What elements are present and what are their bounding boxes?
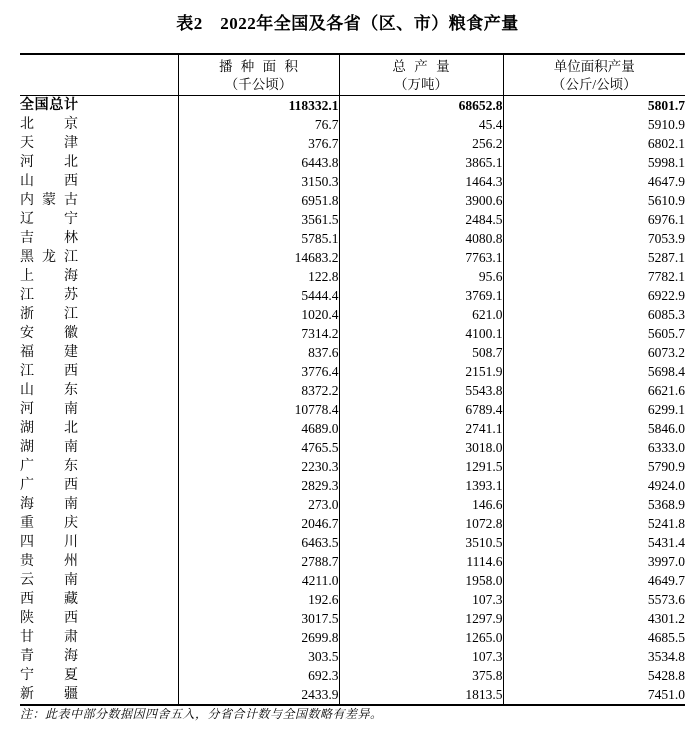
total-output-value: 1297.9 [339, 609, 503, 628]
total-output-value: 68652.8 [339, 96, 503, 116]
region-name: 吉林 [20, 231, 78, 246]
table-row [20, 647, 685, 666]
footnote: 注：此表中部分数据因四舍五入，分省合计数与全国数略有差异。 [20, 707, 383, 721]
table-row [20, 248, 685, 267]
region-cell [20, 210, 178, 229]
table-row [20, 590, 685, 609]
region-name: 海南 [20, 497, 78, 512]
total-output-value: 2484.5 [339, 210, 503, 229]
unit-yield-value: 5573.6 [503, 590, 685, 609]
sown-area-value: 6443.8 [178, 153, 339, 172]
table-row [20, 609, 685, 628]
region-name: 广西 [20, 478, 78, 493]
region-name: 浙江 [20, 307, 78, 322]
region-name: 河北 [20, 155, 78, 170]
sown-area-value: 6951.8 [178, 191, 339, 210]
header-row [20, 54, 685, 96]
region-name: 内蒙古 [20, 193, 78, 208]
sown-area-value: 3561.5 [178, 210, 339, 229]
region-cell [20, 134, 178, 153]
unit-yield-value: 5605.7 [503, 324, 685, 343]
table-row [20, 362, 685, 381]
region-cell [20, 324, 178, 343]
unit-yield-value: 3534.8 [503, 647, 685, 666]
total-output-value: 3769.1 [339, 286, 503, 305]
unit-yield-value: 5610.9 [503, 191, 685, 210]
unit-yield-value: 5910.9 [503, 115, 685, 134]
region-cell [20, 666, 178, 685]
total-output-value: 107.3 [339, 647, 503, 666]
total-output-value: 5543.8 [339, 381, 503, 400]
region-cell [20, 248, 178, 267]
table-title: 表2 2022年全国及各省（区、市）粮食产量 [176, 14, 519, 33]
table-row [20, 457, 685, 476]
sown-area-value: 2046.7 [178, 514, 339, 533]
sown-area-value: 3776.4 [178, 362, 339, 381]
unit-yield-value: 4685.5 [503, 628, 685, 647]
region-name: 北京 [20, 117, 78, 132]
unit-yield-value: 4647.9 [503, 172, 685, 191]
region-name: 全国总计 [20, 98, 78, 113]
region-cell [20, 476, 178, 495]
table-row [20, 400, 685, 419]
sown-area-value: 4211.0 [178, 571, 339, 590]
table-row [20, 210, 685, 229]
unit-yield-value: 6085.3 [503, 305, 685, 324]
total-output-value: 95.6 [339, 267, 503, 286]
unit-yield-value: 5287.1 [503, 248, 685, 267]
unit-yield-value: 7782.1 [503, 267, 685, 286]
table-row [20, 343, 685, 362]
region-cell [20, 647, 178, 666]
region-cell [20, 191, 178, 210]
region-name: 福建 [20, 345, 78, 360]
region-name: 江西 [20, 364, 78, 379]
table-row [20, 115, 685, 134]
region-name: 甘肃 [20, 630, 78, 645]
region-cell [20, 96, 178, 116]
region-cell [20, 381, 178, 400]
table-body [20, 96, 685, 706]
region-name: 青海 [20, 649, 78, 664]
table-row [20, 495, 685, 514]
table-row [20, 438, 685, 457]
region-cell [20, 153, 178, 172]
unit-yield-value: 5846.0 [503, 419, 685, 438]
table-row [20, 476, 685, 495]
total-output-value: 1265.0 [339, 628, 503, 647]
table-header [20, 54, 685, 96]
sown-area-value: 5444.4 [178, 286, 339, 305]
total-output-value: 7763.1 [339, 248, 503, 267]
table-row [20, 96, 685, 116]
sown-area-value: 118332.1 [178, 96, 339, 116]
region-cell [20, 571, 178, 590]
sown-area-value: 2699.8 [178, 628, 339, 647]
table-row [20, 286, 685, 305]
unit-yield-value: 5998.1 [503, 153, 685, 172]
region-cell [20, 343, 178, 362]
total-output-header-unit: （万吨） [394, 77, 448, 92]
region-cell [20, 438, 178, 457]
unit-yield-value: 5698.4 [503, 362, 685, 381]
region-name: 贵州 [20, 554, 78, 569]
table-row [20, 666, 685, 685]
region-name: 湖北 [20, 421, 78, 436]
sown-area-value: 2788.7 [178, 552, 339, 571]
region-name: 陕西 [20, 611, 78, 626]
unit-yield-header-unit: （公斤/公顷） [551, 77, 637, 92]
region-name: 上海 [20, 269, 78, 284]
region-column-header [20, 54, 178, 96]
region-cell [20, 229, 178, 248]
region-cell [20, 685, 178, 705]
region-name: 安徽 [20, 326, 78, 341]
region-cell [20, 514, 178, 533]
region-name: 黑龙江 [20, 250, 78, 265]
total-output-value: 4100.1 [339, 324, 503, 343]
total-output-value: 621.0 [339, 305, 503, 324]
region-cell [20, 552, 178, 571]
sown-area-value: 273.0 [178, 495, 339, 514]
table-row [20, 419, 685, 438]
table-row [20, 628, 685, 647]
sown-area-value: 76.7 [178, 115, 339, 134]
region-cell [20, 419, 178, 438]
total-output-value: 6789.4 [339, 400, 503, 419]
total-output-value: 3018.0 [339, 438, 503, 457]
total-output-value: 1958.0 [339, 571, 503, 590]
unit-yield-value: 6922.9 [503, 286, 685, 305]
total-output-header-label: 总 产 量 [392, 59, 450, 74]
region-cell [20, 362, 178, 381]
sown-area-value: 5785.1 [178, 229, 339, 248]
total-output-column-header [339, 54, 503, 96]
table-row [20, 267, 685, 286]
unit-yield-header-label: 单位面积产量 [553, 59, 635, 74]
unit-yield-value: 5431.4 [503, 533, 685, 552]
sown-area-value: 7314.2 [178, 324, 339, 343]
total-output-value: 375.8 [339, 666, 503, 685]
total-output-value: 2151.9 [339, 362, 503, 381]
sown-area-value: 122.8 [178, 267, 339, 286]
region-cell [20, 590, 178, 609]
total-output-value: 1114.6 [339, 552, 503, 571]
table-row [20, 533, 685, 552]
region-cell [20, 115, 178, 134]
table-row [20, 305, 685, 324]
region-cell [20, 400, 178, 419]
sown-area-column-header [178, 54, 339, 96]
unit-yield-value: 6976.1 [503, 210, 685, 229]
table-row [20, 153, 685, 172]
sown-area-value: 3017.5 [178, 609, 339, 628]
region-cell [20, 267, 178, 286]
unit-yield-value: 4924.0 [503, 476, 685, 495]
sown-area-value: 8372.2 [178, 381, 339, 400]
total-output-value: 1813.5 [339, 685, 503, 705]
unit-yield-value: 6073.2 [503, 343, 685, 362]
unit-yield-value: 4301.2 [503, 609, 685, 628]
total-output-value: 1393.1 [339, 476, 503, 495]
table-row [20, 381, 685, 400]
unit-yield-value: 3997.0 [503, 552, 685, 571]
unit-yield-value: 5368.9 [503, 495, 685, 514]
total-output-value: 146.6 [339, 495, 503, 514]
total-output-value: 256.2 [339, 134, 503, 153]
sown-area-value: 303.5 [178, 647, 339, 666]
region-name: 宁夏 [20, 668, 78, 683]
total-output-value: 508.7 [339, 343, 503, 362]
region-name: 江苏 [20, 288, 78, 303]
unit-yield-value: 5790.9 [503, 457, 685, 476]
region-name: 新疆 [20, 687, 78, 702]
unit-yield-value: 6621.6 [503, 381, 685, 400]
sown-area-value: 4689.0 [178, 419, 339, 438]
sown-area-value: 837.6 [178, 343, 339, 362]
sown-area-value: 2433.9 [178, 685, 339, 705]
unit-yield-value: 7053.9 [503, 229, 685, 248]
region-cell [20, 628, 178, 647]
region-cell [20, 305, 178, 324]
table-row [20, 191, 685, 210]
unit-yield-value: 6333.0 [503, 438, 685, 457]
region-name: 天津 [20, 136, 78, 151]
region-name: 云南 [20, 573, 78, 588]
sown-area-value: 14683.2 [178, 248, 339, 267]
sown-area-value: 192.6 [178, 590, 339, 609]
region-cell [20, 609, 178, 628]
unit-yield-value: 5801.7 [503, 96, 685, 116]
sown-area-value: 1020.4 [178, 305, 339, 324]
sown-area-value: 4765.5 [178, 438, 339, 457]
total-output-value: 3865.1 [339, 153, 503, 172]
unit-yield-column-header [503, 54, 685, 96]
total-output-value: 2741.1 [339, 419, 503, 438]
region-name: 四川 [20, 535, 78, 550]
table-row [20, 172, 685, 191]
unit-yield-value: 5428.8 [503, 666, 685, 685]
table-row [20, 134, 685, 153]
total-output-value: 1464.3 [339, 172, 503, 191]
total-output-value: 3510.5 [339, 533, 503, 552]
sown-area-value: 3150.3 [178, 172, 339, 191]
grain-production-table [20, 53, 685, 706]
region-name: 山西 [20, 174, 78, 189]
sown-area-header-label: 播 种 面 积 [218, 59, 299, 74]
region-name: 湖南 [20, 440, 78, 455]
table-row [20, 552, 685, 571]
total-output-value: 4080.8 [339, 229, 503, 248]
table-row [20, 514, 685, 533]
unit-yield-value: 5241.8 [503, 514, 685, 533]
sown-area-value: 2230.3 [178, 457, 339, 476]
region-name: 辽宁 [20, 212, 78, 227]
unit-yield-value: 7451.0 [503, 685, 685, 705]
region-cell [20, 172, 178, 191]
region-cell [20, 495, 178, 514]
sown-area-value: 692.3 [178, 666, 339, 685]
unit-yield-value: 4649.7 [503, 571, 685, 590]
table-row [20, 324, 685, 343]
sown-area-value: 2829.3 [178, 476, 339, 495]
region-name: 山东 [20, 383, 78, 398]
region-cell [20, 457, 178, 476]
total-output-value: 107.3 [339, 590, 503, 609]
sown-area-header-unit: （千公顷） [224, 77, 293, 92]
sown-area-value: 6463.5 [178, 533, 339, 552]
region-cell [20, 286, 178, 305]
total-output-value: 1291.5 [339, 457, 503, 476]
region-name: 西藏 [20, 592, 78, 607]
region-name: 广东 [20, 459, 78, 474]
unit-yield-value: 6299.1 [503, 400, 685, 419]
table-row [20, 571, 685, 590]
total-output-value: 45.4 [339, 115, 503, 134]
table-row [20, 685, 685, 705]
region-cell [20, 533, 178, 552]
region-name: 重庆 [20, 516, 78, 531]
total-output-value: 1072.8 [339, 514, 503, 533]
region-name: 河南 [20, 402, 78, 417]
table-row [20, 229, 685, 248]
total-output-value: 3900.6 [339, 191, 503, 210]
sown-area-value: 376.7 [178, 134, 339, 153]
unit-yield-value: 6802.1 [503, 134, 685, 153]
sown-area-value: 10778.4 [178, 400, 339, 419]
